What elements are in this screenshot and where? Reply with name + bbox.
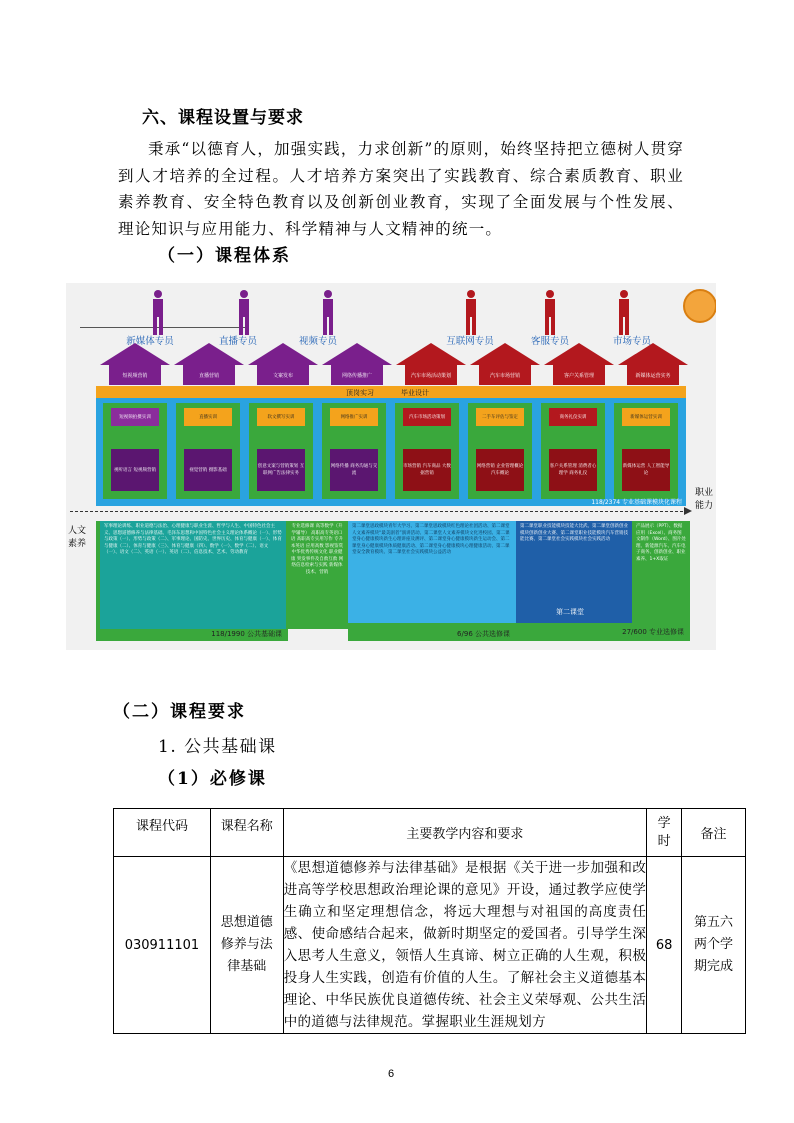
- module-courses: 网络传播 商务沟通与交流: [330, 449, 378, 491]
- public-elective-list: [286, 521, 348, 629]
- module-courses: 创意文案与营销策划 互联网广告法律实务: [257, 449, 305, 491]
- course-module: [322, 403, 386, 499]
- house-label: 汽车市场活动策划: [405, 365, 457, 385]
- career-house: [618, 343, 688, 385]
- module-training: 新媒体运营实训: [622, 408, 670, 426]
- second-class-skill-block: [516, 521, 632, 623]
- course-table: [113, 808, 746, 1034]
- course-note: 第五六两个学期完成: [682, 857, 746, 1034]
- person-icon: [234, 289, 254, 337]
- module-training: 直播实训: [184, 408, 232, 426]
- col-header-note: 备注: [682, 809, 746, 857]
- course-module: [249, 403, 313, 499]
- heading-public-basic: 1. 公共基础课: [158, 737, 277, 757]
- house-label: 客户关系管理: [553, 365, 605, 385]
- module-training: 短视频拍摄实训: [111, 408, 159, 426]
- axis-label-humanities: 人文素养: [68, 526, 87, 549]
- public-elective-text: 专业选修课 高等数学（升学辅导） 高职高专英语口语 高职高专实用写作 专升本英语 应用高数 影视鉴赏 中华优秀传统文化 职业健康 突发事件及自救互救 网络信息检索与实践 新媒体技术、营销: [290, 524, 344, 575]
- module-courses: 市场营销 汽车商品 大数据营销: [403, 449, 451, 491]
- module-training: 汽车市场活动策划: [403, 408, 451, 426]
- course-module: [614, 403, 678, 499]
- role-label: 新媒体专员: [126, 336, 174, 347]
- career-house: [544, 343, 614, 385]
- module-training: 商务礼仪实训: [549, 408, 597, 426]
- belt-label: 毕业设计: [401, 389, 429, 397]
- axis-label-career: 职业能力: [694, 488, 713, 511]
- course-module: [468, 403, 532, 499]
- course-content: 《思想道德修养与法律基础》是根据《关于进一步加强和改进高等学校思想政治理论课的意见》开设，通过教学应使学生确立和坚定理想信念，将远大理想与对祖国的高度责任感、使命感结合起来，做新时期坚定的爱国者。引导学生深入思考人生意义，领悟人生真谛、树立正确的人生观，积极投身人生实践，创造有价值的人生。了解社会主义道德基本理论、中华民族优良道德传统、社会主义荣辱观、公共生活中的道德与法律规范。掌握职业生涯规划方: [283, 857, 646, 1034]
- person-icon: [461, 289, 481, 337]
- subsection-title-requirements: （二）课程要求: [113, 702, 246, 722]
- course-module: [103, 403, 167, 499]
- person-icon: [614, 289, 634, 337]
- person-icon: [540, 289, 560, 337]
- role-label: 互联网专员: [446, 336, 494, 347]
- module-training: 二手车评估与鉴定: [476, 408, 524, 426]
- table-row: [114, 857, 746, 1034]
- course-module: [541, 403, 605, 499]
- module-courses: 客户关系管理 消费者心理学 商务礼仪: [549, 449, 597, 491]
- subsection-title-curriculum-system: （一）课程体系: [158, 246, 291, 266]
- module-courses: 网络营销 企业管理概论 汽车概论: [476, 449, 524, 491]
- person-icon: [318, 289, 338, 337]
- module-courses: 视觉营销 摄影基础: [184, 449, 232, 491]
- professional-label: 118/2374 专业基础课模块化课程: [591, 499, 682, 506]
- col-header-hours: 学时: [647, 809, 682, 857]
- col-header-name: 课程名称: [210, 809, 283, 857]
- curriculum-diagram: [66, 283, 716, 650]
- house-label: 新媒体运营实务: [627, 365, 679, 385]
- second-class-skill-text: 第二课堂职业技能模块技能大比武、第二课堂创新创业模块创新创业大赛、第二课堂职业技能模块汽车营销技能比赛、第二课堂社会实践模块社会实践活动: [520, 524, 628, 542]
- module-courses: 视听语言 短视频营销: [111, 449, 159, 491]
- second-class-block: [348, 521, 516, 623]
- axis-arrow: [70, 511, 688, 513]
- career-house: [100, 343, 170, 385]
- module-training: 网络推广实训: [330, 408, 378, 426]
- role-label: 直播专员: [218, 336, 257, 347]
- career-house: [322, 343, 392, 385]
- course-name: 思想道德修养与法律基础: [210, 857, 283, 1034]
- public-base-courses: [100, 521, 286, 629]
- course-module: [176, 403, 240, 499]
- belt-label: 顶岗实习: [346, 389, 374, 397]
- role-label: 市场专员: [612, 336, 651, 347]
- module-courses: 新媒体运营 人工智能导论: [622, 449, 670, 491]
- house-label: 文案发布: [257, 365, 309, 385]
- intro-paragraph: 秉承“以德育人，加强实践，力求创新”的原则，始终坚持把立德树人贯穿到人才培养的全过程。人才培养方案突出了实践教育、综合素质教育、职业素养教育、安全特色教育以及创新创业教育，实现了全面发展与个性发展、理论知识与应用能力、科学精神与人文精神的统一。: [118, 140, 684, 238]
- arrow-head-icon: [684, 507, 692, 515]
- course-hours: 68: [647, 857, 682, 1034]
- house-label: 短视频营销: [109, 365, 161, 385]
- practice-belt: [96, 386, 686, 398]
- public-base-text: 军事理论训练、职业道德与法治、心理健康与职业生涯、哲学与人生、中国特色社会主义、思想道德修养与法律基础、毛泽东思想和中国特色社会主义理论体系概论（一）、形势与政策（一）、形势与政策（二）、军事理论、国防史、世界历史、体育与健康（一）、体育与健康（二）、体育与健康（三）、体育与健康（四）、数学（一）、数学（二）、语文（一）、语文（二）、英语（一）、英语（二）、信息技术、艺术、劳动教育: [104, 524, 282, 555]
- heading-required: （1）必修课: [158, 769, 267, 789]
- house-label: 直播营销: [183, 365, 235, 385]
- course-module: [395, 403, 459, 499]
- pro-elective-text: 产品展示（PPT）、数据应用（Excel）、商务图文制作（Word）、图片处理、新能源汽车、汽车电子商务、创新创业、职业素养、1+X取证: [636, 524, 686, 562]
- house-label: 汽车市场营销: [479, 365, 531, 385]
- role-label: 视频专员: [298, 336, 337, 347]
- course-code: 030911101: [114, 857, 211, 1034]
- career-house: [396, 343, 466, 385]
- public-elective-footer: 6/96 公共选修课: [457, 630, 510, 638]
- page-number: 6: [388, 1068, 395, 1080]
- public-base-footer: 118/1990 公共基础课: [211, 630, 282, 638]
- second-class-label: 第二课堂: [556, 608, 584, 616]
- section-title: 六、课程设置与要求: [142, 108, 304, 128]
- career-house: [248, 343, 318, 385]
- career-house: [470, 343, 540, 385]
- house-label: 网络传播推广: [331, 365, 383, 385]
- role-label: 客服专员: [530, 336, 569, 347]
- col-header-code: 课程代码: [114, 809, 211, 857]
- pro-elective-footer-bar: [516, 623, 690, 641]
- person-icon: [148, 289, 168, 337]
- module-training: 软文撰写实训: [257, 408, 305, 426]
- career-house: [174, 343, 244, 385]
- pro-elective-footer: 27/600 专业选修课: [622, 628, 684, 636]
- second-class-text: 第二课堂思政模块青年大学习、第二课堂思政模块红色理论社团活动、第二课堂人文素养模块“最美剧者”演讲活动、第二课堂人文素养模块文化进校园、第二课堂身心健康模块新生心理讲座及测评、第二课堂身心健康模块新生运动会、第二课堂身心健康模块体质健康活动、第二课堂身心健康模块心理健康活动、第二课堂安全教育模块、第二课堂社会实践模块公益活动: [352, 524, 510, 555]
- col-header-content: 主要教学内容和要求: [283, 809, 646, 857]
- school-logo-icon: [683, 289, 716, 323]
- table-header-row: [114, 809, 746, 857]
